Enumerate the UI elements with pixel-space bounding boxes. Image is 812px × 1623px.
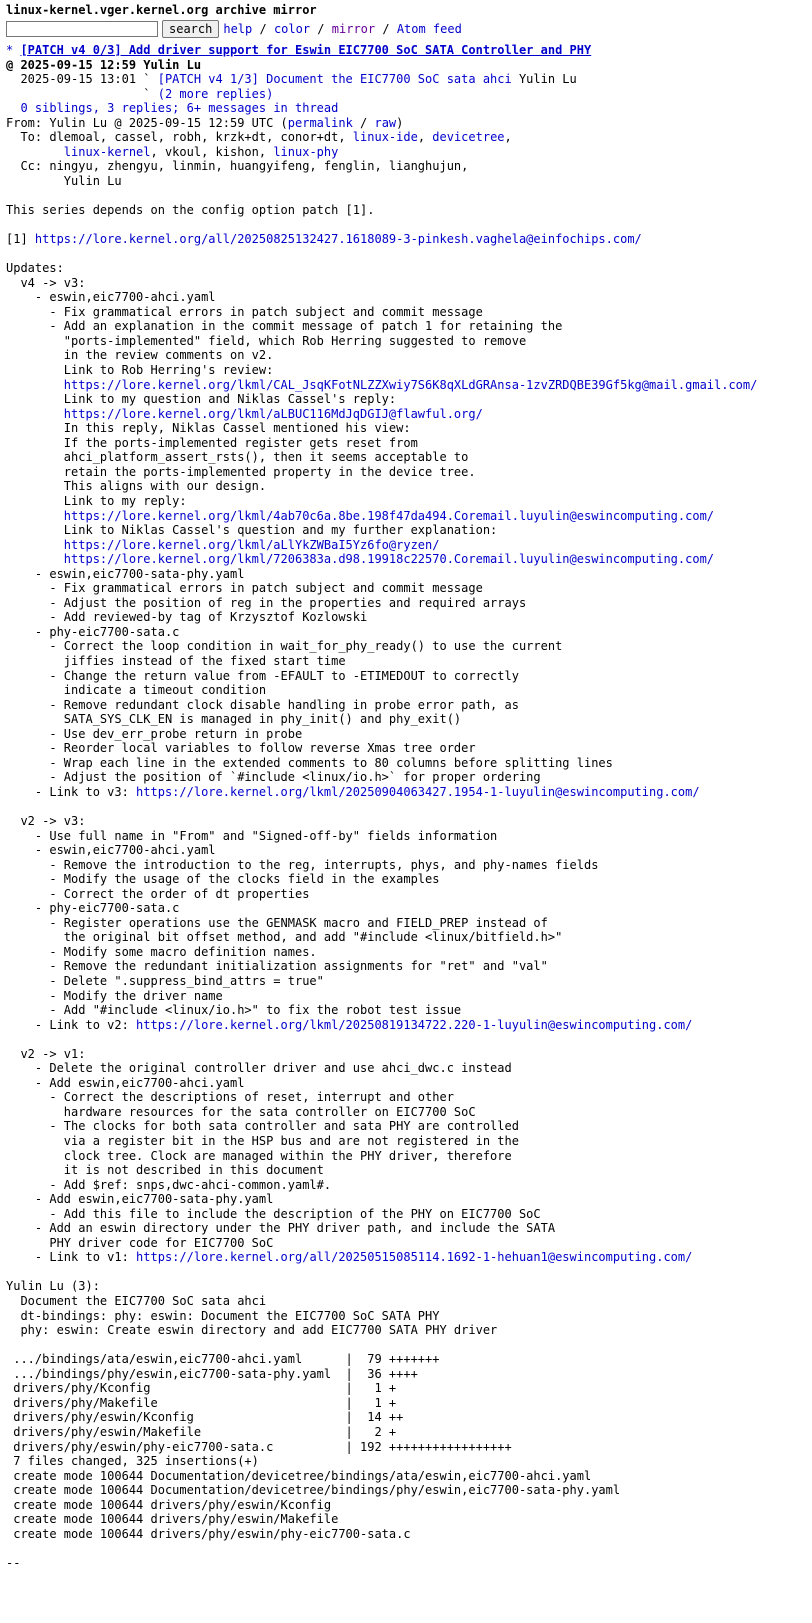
link-to-v1[interactable]: https://lore.kernel.org/all/20250515085114.1692-1-hehuan1@eswincomputing.com/ — [136, 1250, 693, 1265]
thread-subject-link[interactable]: [PATCH v4 0/3] Add driver support for Eswin EIC7700 SoC SATA Controller and PHY — [20, 43, 592, 57]
thread-summary-link[interactable]: 0 siblings, 3 replies; 6+ messages in thread — [20, 101, 339, 116]
niklas-reply-link[interactable]: https://lore.kernel.org/lkml/aLBUC116MdJqDGIJ@flawful.org/ — [63, 406, 483, 421]
permalink-link[interactable]: permalink — [287, 115, 353, 130]
rob-review-link[interactable]: https://lore.kernel.org/lkml/CAL_JsqKFotNLZZXwiy7S6K8qXLdGRAnsa-1zvZRDQBE39Gf5kg@mail.gmail.com/ — [63, 377, 758, 392]
raw-link[interactable]: raw — [374, 115, 397, 130]
search-input[interactable] — [6, 21, 158, 37]
to-linux-ide-link[interactable]: linux-ide — [352, 130, 418, 145]
header — [6, 1, 806, 39]
shortlog: Yulin Lu (3): — [6, 1279, 100, 1294]
diffstat: .../bindings/ata/eswin,eic7700-ahci.yaml | 79 +++++++ — [6, 1352, 440, 1367]
search-bar — [6, 19, 806, 39]
mirror-link[interactable]: mirror — [331, 22, 376, 36]
help-link[interactable]: help — [223, 22, 253, 36]
thread-star-link[interactable]: * — [6, 43, 21, 57]
cc-line: Cc: ningyu, zhengyu, linmin, huangyifeng, fenglin, lianghujun, — [6, 159, 469, 174]
ref-link[interactable]: https://lore.kernel.org/all/20250825132427.1618089-3-pinkesh.vaghela@einfochips.com/ — [34, 232, 642, 247]
search-button[interactable]: search — [162, 20, 219, 38]
atom-feed-link[interactable]: Atom feed — [396, 22, 462, 36]
thread-date-author: @ 2025-09-15 12:59 Yulin Lu — [6, 57, 202, 72]
further-link-1[interactable]: https://lore.kernel.org/lkml/aLlYkZWBaI5Yz6fo@ryzen/ — [63, 537, 440, 552]
to-devicetree-link[interactable]: devicetree — [432, 130, 505, 145]
to-linux-phy-link[interactable]: linux-phy — [273, 144, 339, 159]
link-to-v2[interactable]: https://lore.kernel.org/lkml/20250819134722.220-1-luyulin@eswincomputing.com/ — [136, 1017, 693, 1032]
more-replies-link[interactable]: (2 more replies) — [157, 86, 274, 101]
site-title: linux-kernel.vger.kernel.org archive mirror — [6, 3, 317, 17]
my-reply-link[interactable]: https://lore.kernel.org/lkml/4ab70c6a.8be.198f47da494.Coremail.luyulin@eswincomputing.com/ — [63, 508, 715, 523]
reply-link[interactable]: [PATCH v4 1/3] Document the EIC7700 SoC sata ahci — [157, 72, 512, 87]
further-link-2[interactable]: https://lore.kernel.org/lkml/7206383a.d98.19918c22570.Coremail.luyulin@eswincomputing.com/ — [63, 552, 715, 567]
color-link[interactable]: color — [273, 22, 311, 36]
header-nav: help / color / mirror / Atom feed — [223, 22, 462, 36]
to-linux-kernel-link[interactable]: linux-kernel — [63, 144, 151, 159]
link-to-v3[interactable]: https://lore.kernel.org/lkml/20250904063427.1954-1-luyulin@eswincomputing.com/ — [136, 784, 700, 799]
thread-overview: * [PATCH v4 0/3] Add driver support for Eswin EIC7700 SoC SATA Controller and PHY @ 2025-09-15 12:59 Yulin Lu 2025-09-15 13:01 ` [PATCH v4 1/3] Document the EIC7700 SoC sata ahci Yulin Lu ` (2 more replies) 0 siblings, 3 replies; 6+ messages in thread From: Yulin Lu @ 2025-09-15 12:59 UTC (permalink / raw) To: dlemoal, cassel, robh, krzk+dt, conor+dt, linux-ide, devicetree, linux-kernel, vkoul, kishon, linux-phy Cc: ningyu, zhengyu, linmin, huangyifeng, fenglin, lianghujun, Yulin Lu This series depends on the config option patch [1]. [1] https://lore.kernel.org/all/20250825132427.1618089-3-pinkesh.vaghela@einfochips.com/ Updates: v4 -> v3: - eswin,eic7700-ahci.yaml - Fix grammatical errors in patch subject and commit message - Add an explanation in the commit message of patch 1 for retaining the "ports-implemented" field, which Rob Herring suggested to remove in the review comments on v2. Link to Rob Herring's review: https://lore.kernel.org/lkml/CAL_JsqKFotNLZZXwiy7S6K8qXLdGRAnsa-1zvZRDQBE39Gf5kg@mail.gmail.com/ Link to my question and Niklas Cassel's reply: https://lore.kernel.org/lkml/aLBUC116MdJqDGIJ@flawful.org/ In this reply, Niklas Cassel mentioned his view: If the ports-implemented register gets reset from ahci_platform_assert_rsts(), then it seems acceptable to retain the ports-implemented property in the device tree. This aligns with our design. Link to my reply: https://lore.kernel.org/lkml/4ab70c6a.8be.198f47da494.Coremail.luyulin@eswincomputing.com/ Link to Niklas Cassel's question and my further explanation: https://lore.kernel.org/lkml/aLlYkZWBaI5Yz6fo@ryzen/ https://lore.kernel.org/lkml/7206383a.d98.19918c22570.Coremail.luyulin@eswincomputing.com/ - eswin,eic7700-sata-phy.yaml - Fix grammatical errors in patch subject and commit message - Adjust the position of reg in the properties and required arrays - Add reviewed-by tag of Krzysztof Kozlowski - phy-eic7700-sata.c - Correct the loop condition in wait_for_phy_ready() to use the current jiffies instead of the fixed start time - Change the return value from -EFAULT to -ETIMEDOUT to correctly indicate a timeout condition - Remove redundant clock disable handling in probe error path, as SATA_SYS_CLK_EN is managed in phy_init() and phy_exit() - Use dev_err_probe return in probe - Reorder local variables to follow reverse Xmas tree order - Wrap each line in the extended comments to 80 columns before splitting lines - Adjust the position of `#include <linux/io.h>` for proper ordering - Link to v3: https://lore.kernel.org/lkml/20250904063427.1954-1-luyulin@eswincomputing.com/ v2 -> v3: - Use full name in "From" and "Signed-off-by" fields information - eswin,eic7700-ahci.yaml - Remove the introduction to the reg, interrupts, phys, and phy-names fields - Modify the usage of the clocks field in the examples - Correct the order of dt properties - phy-eic7700-sata.c - Register operations use the GENMASK macro and FIELD_PREP instead of the original bit offset method, and add "#include <linux/bitfield.h>" - Modify some macro definition names. - Remove the redundant initialization assignments for "ret" and "val" - Delete ".suppress_bind_attrs = true" - Modify the driver name - Add "#include <linux/io.h>" to fix the robot test issue - Link to v2: https://lore.kernel.org/lkml/20250819134722.220-1-luyulin@eswincomputing.com/ v2 -> v1: - Delete the original controller driver and use ahci_dwc.c instead - Add eswin,eic7700-ahci.yaml - Correct the descriptions of reset, interrupt and other hardware resources for the sata controller on EIC7700 SoC - The clocks for both sata controller and sata PHY are controlled via a register bit in the HSP bus and are not registered in the clock tree. Clock are managed within the PHY driver, therefore it is not described in this document - Add $ref: snps,dwc-ahci-common.yaml#. - Add eswin,eic7700-sata-phy.yaml - Add this file to include the description of the PHY on EIC7700 SoC - Add an eswin directory under the PHY driver path, and include the SATA PHY driver code for EIC7700 SoC - Link to v1: https://lore.kernel.org/all/20250515085114.1692-1-hehuan1@eswincomputing.com/ Yulin Lu (3): Document the EIC7700 SoC sata ahci dt-bindings: phy: eswin: Document the EIC7700 SoC SATA PHY phy: eswin: Create eswin directory and add EIC7700 SATA PHY driver .../bindings/ata/eswin,eic7700-ahci.yaml | 79 +++++++ .../bindings/phy/eswin,eic7700-sata-phy.yaml | 36 ++++ drivers/phy/Kconfig | 1 + drivers/phy/Makefile | 1 + drivers/phy/eswin/Kconfig | 14 ++ drivers/phy/eswin/Makefile | 2 + drivers/phy/eswin/phy-eic7700-sata.c | 192 +++++++++++++++++ 7 files changed, 325 insertions(+) create mode 100644 Documentation/devicetree/bindings/ata/eswin,eic7700-ahci.yaml create mode 100644 Documentation/devicetree/bindings/phy/eswin,eic7700-sata-phy.yaml create mode 100644 drivers/phy/eswin/Kconfig create mode 100644 drivers/phy/eswin/Makefile create mode 100644 drivers/phy/eswin/phy-eic7700-sata.c -- — [6, 43, 758, 1570]
updates-heading: Updates: — [6, 261, 64, 276]
intro-text: This series depends on the config option patch [1]. — [6, 203, 375, 218]
signature-separator: -- — [6, 1555, 21, 1570]
